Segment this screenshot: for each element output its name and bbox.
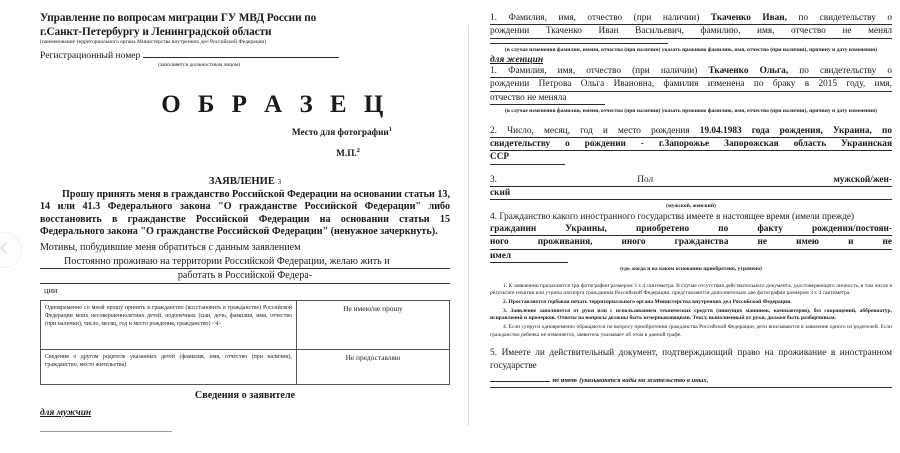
item-1-women-caption: (в случае изменения фамилии, имени, отчества (при наличии) указать прежнюю фамилию, имя, отчество (при наличии), причину и дату изменения)	[505, 108, 877, 115]
item-1-men	[490, 12, 892, 39]
item-3-line-2[interactable]: ский	[490, 187, 892, 200]
item-1-men-value: Ткаченко Иван,	[710, 13, 787, 23]
authority-line-2: г.Санкт-Петербургу и Ленинградской области	[40, 25, 272, 38]
statement-body	[40, 189, 450, 238]
registration-number-caption: (заполняется должностным лицом)	[158, 61, 241, 68]
footnotes-block	[490, 283, 892, 340]
item-1-men-line-2[interactable]: рождении Ткаченко Иван Васильевич, фамилию, имя, отчество не менял	[490, 25, 892, 38]
item-2-birth	[490, 125, 892, 165]
authority-line-1: Управление по вопросам миграции ГУ МВД России по	[40, 12, 317, 24]
children-question-cell: Одновременно со мной прошу принять в гражданство (восстановить в гражданстве) Российской Федерации моих несовершеннолетних детей, подопечных (сын, дочь, фамилия, имя, отчество (при наличии), число, месяц, год и место рождения, гражданство) <4>	[41, 300, 297, 349]
item-1-men-continuation-a: по свидетельству о	[798, 13, 893, 23]
item-1-men-label: Фамилия, имя, отчество (при наличии)	[508, 13, 700, 23]
authority-caption: (наименование территориального органа Министерства внутренних дел Российской Федерации)	[40, 39, 267, 46]
item-5-value: не имею	[552, 377, 577, 385]
photo-placeholder-text: Место для фотографии	[291, 128, 389, 139]
item-5-residence-document	[490, 347, 892, 388]
item-1-women-line-3[interactable]: отчество не меняла	[490, 92, 605, 105]
other-parent-question-cell: Сведения о другом родителе указанных детей (фамилия, имя, отчество (при наличии), гражданство, место жительства)	[41, 349, 297, 384]
item-2-line-3[interactable]: ССР	[490, 151, 565, 164]
children-answer-cell[interactable]: Не имею/не прошу	[297, 300, 450, 349]
statement-title-footnote-ref: 3	[277, 178, 282, 187]
motives-label: Мотивы, побудившие меня обратиться с данным заявлением	[40, 242, 301, 254]
sample-watermark: О Б Р А З Е Ц	[161, 91, 389, 118]
item-1-men-caption: (в случае изменения фамилии, имени, отчества (при наличии) указать прежнюю фамилию, имя, отчество (при наличии), причину и дату изменения)	[505, 46, 877, 53]
stamp-label	[40, 147, 360, 159]
item-4-line-1[interactable]	[490, 223, 892, 236]
item-5-blank[interactable]	[490, 372, 550, 382]
item-2-value-a: 19.04.1983 года рождения, Украина, по	[699, 125, 893, 136]
motives-value-line-2[interactable]: работать в Российской Федера-	[40, 269, 450, 283]
item-2-line-1[interactable]	[490, 125, 892, 138]
item-4-label: Гражданство какого иностранного государства имеете в настоящее время (имели прежде)	[499, 211, 855, 222]
stamp-footnote-ref: 2	[356, 147, 360, 155]
other-parent-answer-cell[interactable]: Не предоставляю	[297, 349, 450, 384]
item-1-men-caption-rule	[490, 43, 668, 44]
item-4-caption: (где, когда и на каком основании приобретено, утрачено)	[620, 265, 762, 272]
children-table	[40, 300, 450, 385]
form-page-right	[468, 0, 900, 453]
item-1-men-number: 1.	[490, 13, 497, 23]
item-2-number: 2.	[490, 125, 497, 136]
item-3-line-1[interactable]	[490, 174, 892, 187]
registration-number-field[interactable]	[143, 48, 339, 58]
table-row	[41, 349, 450, 384]
item-3-label: Пол	[637, 174, 654, 185]
item-2-line-2[interactable]: свидетельству о рождении - г.Запорожье Запорожская область Украинская	[490, 138, 892, 151]
item-4-value-a: гражданин Украины, приобретено по факту рождения/постоян-	[490, 224, 892, 235]
item-3-value-a: мужской/жен-	[833, 174, 893, 185]
item-4-citizenship	[490, 211, 892, 263]
item-4-line-3[interactable]: имел	[490, 250, 568, 263]
photo-placeholder-footnote-ref: 1	[388, 126, 392, 133]
item-3-sex	[490, 174, 892, 201]
motives-value-line-3: ции	[44, 285, 58, 295]
footnote-1: 1. К заявлению прилагаются три фотографии размером 3 х 4 сантиметра. В случае отсутствия действительного документа, удостоверяющего личность, в том числе в результате изъятия или утраты паспорта гражданина Российской Федерации, представляются дополнительно две фотографии размером 3 х 4 сантиметра.	[490, 282, 892, 297]
item-5-line-1[interactable]	[490, 372, 892, 388]
item-2-label: Число, месяц, год и место рождения	[507, 125, 690, 136]
stamp-text: М.П.	[336, 149, 357, 160]
item-3-number: 3.	[490, 174, 497, 185]
item-4-line-2[interactable]: ного проживания, иного гражданства не имею и не	[490, 236, 892, 249]
registration-number-row	[40, 48, 450, 62]
item-4-heading	[490, 212, 854, 222]
authority-block	[40, 12, 450, 69]
item-1-women	[490, 65, 892, 105]
item-1-men-line-1[interactable]	[490, 12, 892, 25]
motives-value-line-1[interactable]: Постоянно проживаю на территории Российской Федерации, желаю жить и	[40, 255, 450, 269]
chevron-left-icon	[0, 241, 10, 259]
item-1-women-continuation-a: по свидетельству о	[799, 66, 892, 77]
statement-body-text: Прошу принять меня в гражданство Российской Федерации на основании статьи 13, 14 или 41.3 Федерального закона "О гражданстве Российской Федерации" либо восстановить в гражданстве Российской Федерации на основании статьи 15 Федерального закона "О гражданстве Российской Федерации" (ненужное зачеркнуть).	[40, 189, 450, 238]
item-4-number: 4.	[490, 211, 497, 222]
item-1-women-number: 1.	[490, 66, 497, 77]
footnote-4: 4. Если супруги одновременно обращаются по вопросу приобретения гражданства Российской Федерации, дети вписываются в заявление одного из родителей. Если гражданство ребенка не изменяется, заявитель указывает об этом в данной графе.	[490, 324, 892, 338]
for-men-label: для мужчин	[40, 407, 92, 418]
item-5-caption: (указываются виды на жительство в иных,	[579, 377, 709, 385]
footnotes-spacer	[490, 340, 892, 347]
footnote-3: 3. Заявление заполняется от руки или с использованием технических средств (пишущих машинок, компьютеров), без сокращений, аббревиатур, исправлений и прочерков. Ответы на вопросы должны быть исчерпывающими. Текст, выполненный от руки, должен быть разборчивым.	[490, 307, 892, 322]
item-1-women-value: Ткаченко Ольга,	[708, 66, 789, 77]
item-3-caption: (мужской, женский)	[666, 203, 716, 210]
item-1-women-line-2[interactable]: рождении Петрова Ольга Ивановна, фамилия изменена по браку в 2015 году, имя,	[490, 78, 892, 91]
item-5-heading	[490, 348, 892, 370]
statement-title-text: ЗАЯВЛЕНИЕ	[208, 176, 275, 188]
registration-number-label: Регистрационный номер	[40, 49, 141, 61]
footnote-2: 2. Проставляется гербовая печать территориального органа Министерства внутренних дел Российской Федерации.	[503, 298, 792, 305]
item-5-number: 5.	[490, 348, 497, 359]
for-women-label: для женщин	[490, 55, 544, 66]
item-5-label: Имеете ли действительный документ, подтверждающий право на проживание в иностранном государстве	[490, 348, 893, 371]
photo-placeholder-label	[40, 126, 392, 138]
applicant-section-title: Сведения о заявителе	[194, 389, 296, 401]
table-row	[41, 300, 450, 349]
item-1-women-label: Фамилия, имя, отчество (при наличии)	[508, 66, 698, 77]
statement-title	[40, 176, 450, 187]
item-1-women-line-1[interactable]	[490, 65, 892, 78]
for-men-blank-field[interactable]	[40, 418, 172, 432]
